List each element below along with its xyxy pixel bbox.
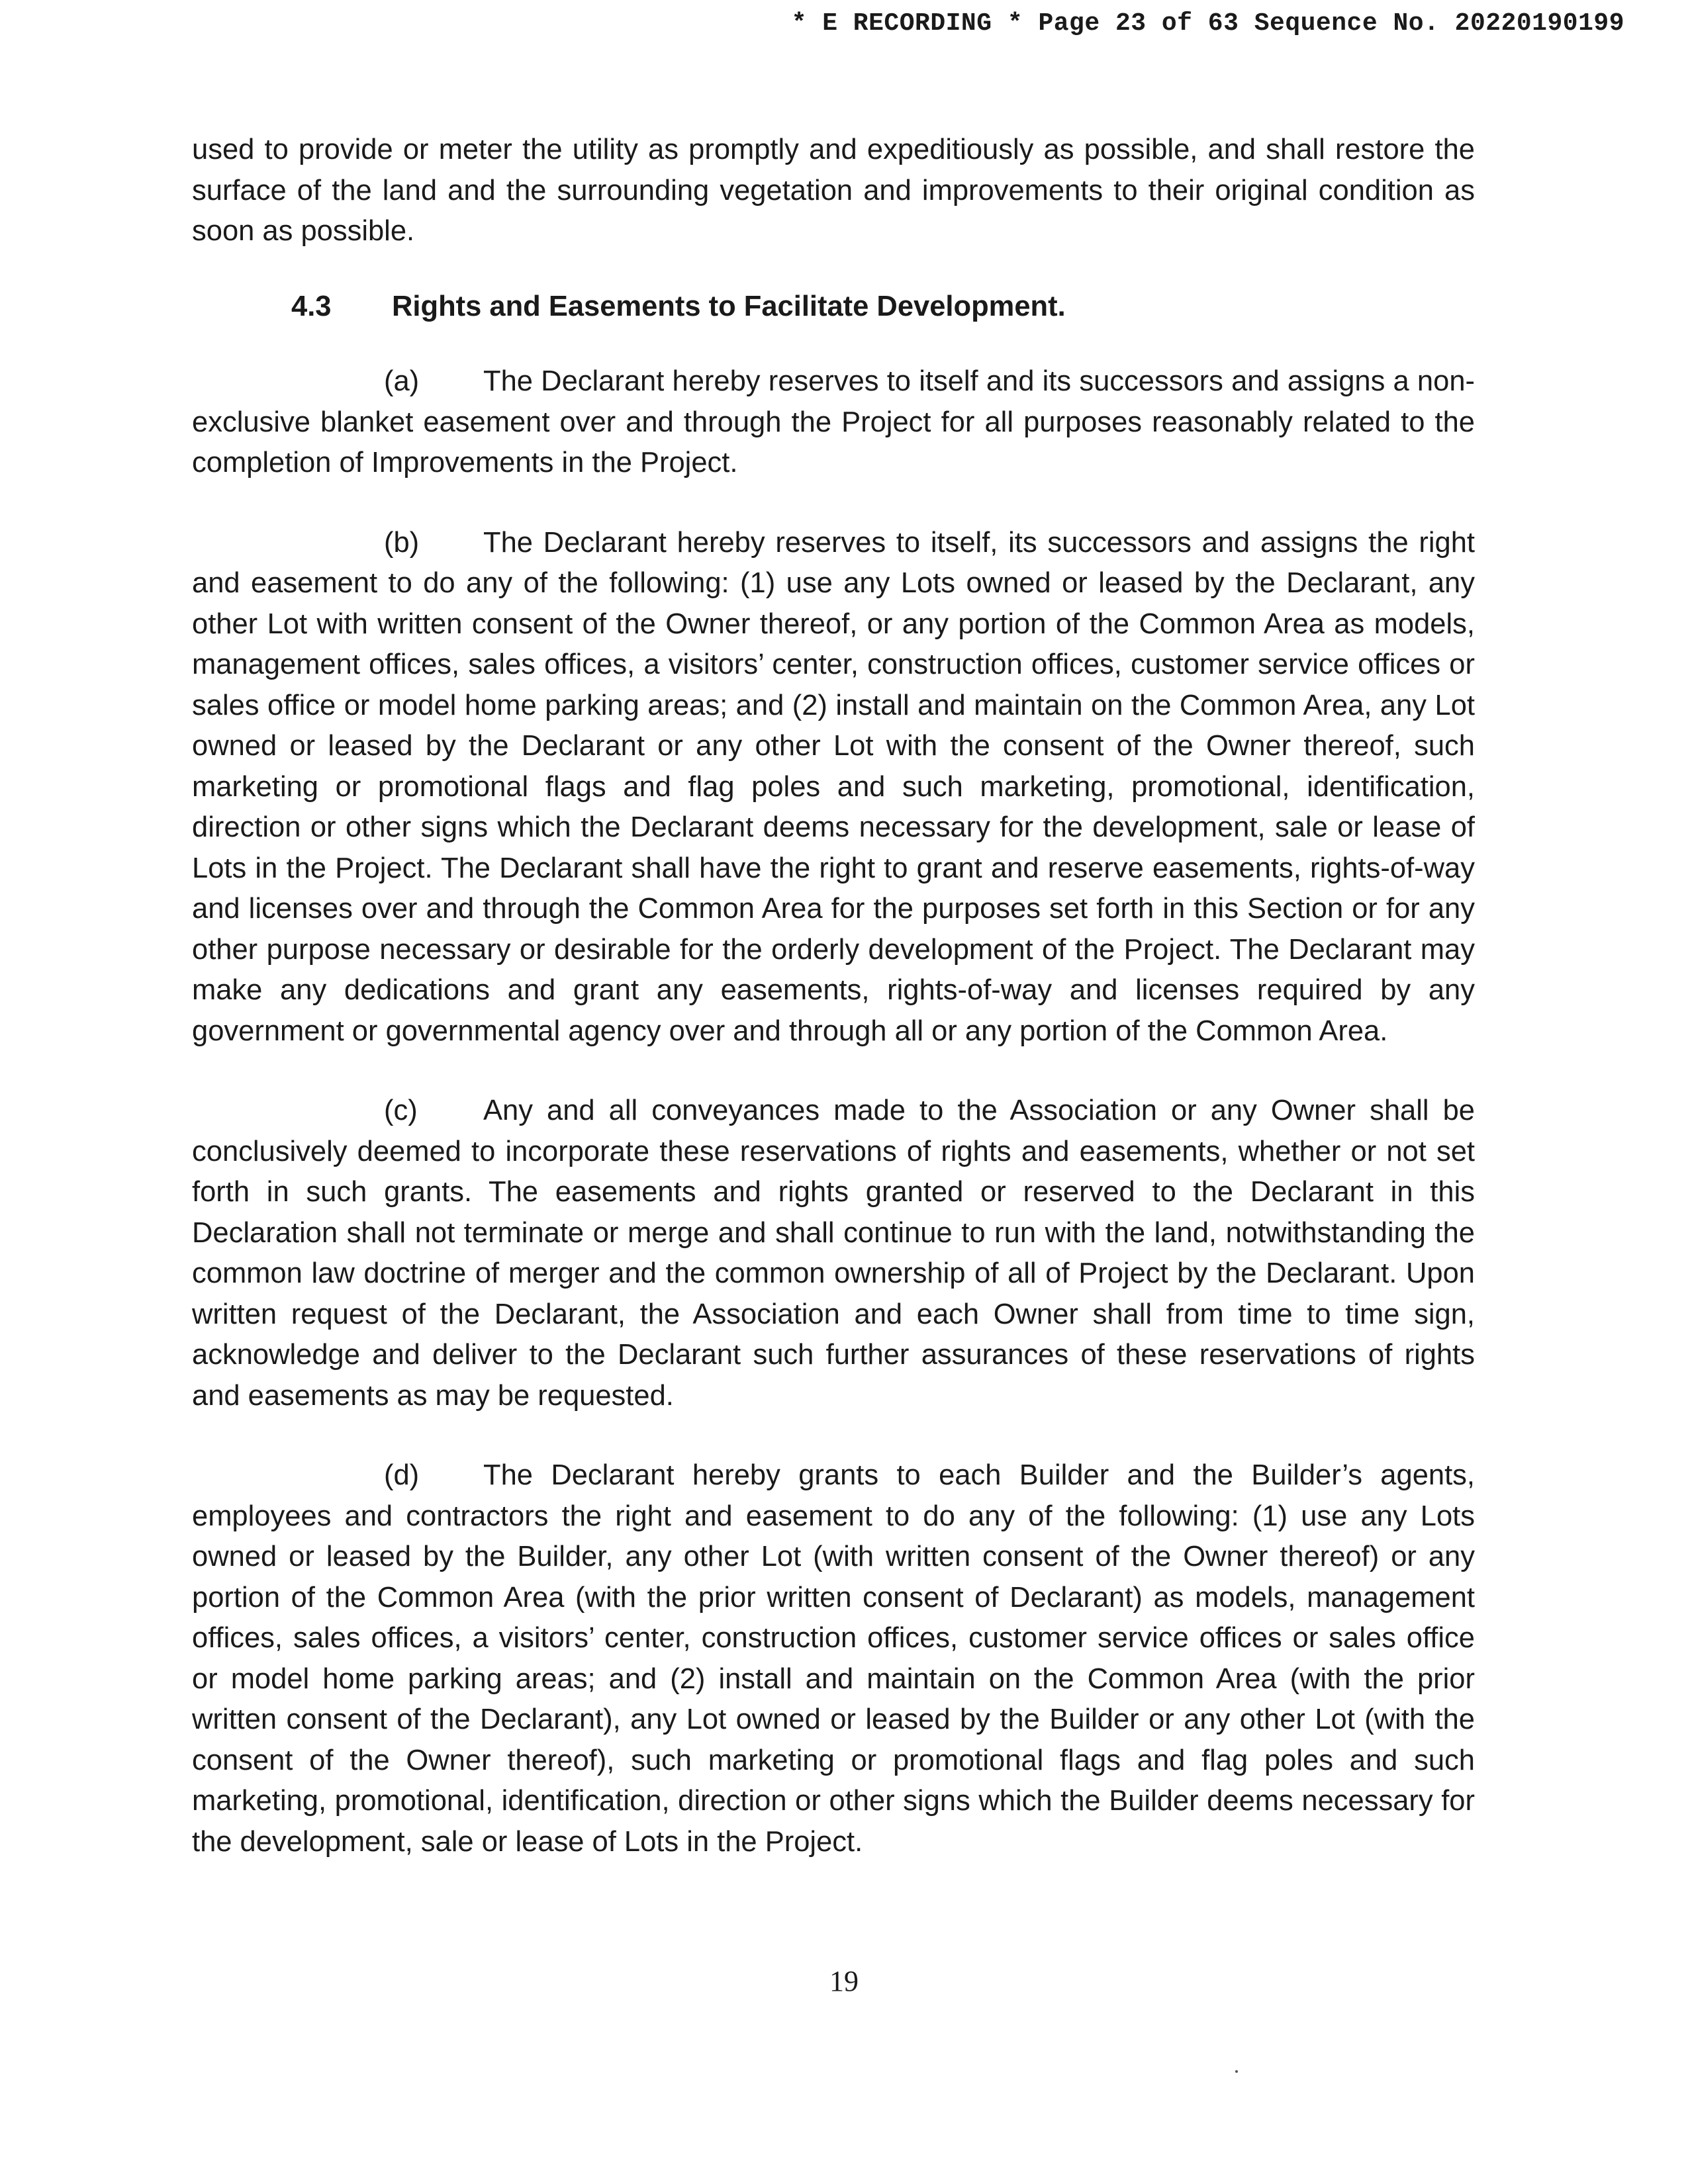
subsection-label: (a) (384, 365, 420, 397)
scan-speck (1235, 2070, 1238, 2073)
subsection-label: (d) (384, 1459, 420, 1491)
subsection-label: (b) (384, 526, 420, 559)
section-heading (192, 287, 1475, 328)
subsection-text: The Declarant hereby reserves to itself and its successors and assigns a non-exclusive blanket easement over and through the Project for all purposes reasonably related to the completion of Improvements in the Project. (192, 365, 1475, 478)
document-body (192, 130, 1475, 1901)
subsection-a (192, 361, 1475, 484)
page-number: 19 (829, 1965, 859, 1997)
subsection-text: Any and all conveyances made to the Association or any Owner shall be conclusively deemed to incorporate these reservations of rights and easements, whether or not set forth in such grants. The easements and rights granted or reserved to the Declarant in this Declaration shall not terminate or merge and shall continue to run with the land, notwithstanding the common law doctrine of merger and the common ownership of all of Project by the Declarant. Upon written request of the Declarant, the Association and each Owner shall from time to time sign, acknowledge and deliver to the Declarant such further assurances of these reservations of rights and easements as may be requested. (192, 1095, 1475, 1412)
section-number: 4.3 (291, 290, 332, 322)
subsection-d (192, 1455, 1475, 1862)
continuation-paragraph: used to provide or meter the utility as promptly and expeditiously as possible, and shall restore the surface of the land and the surrounding vegetation and improvements to their original condition as soon as possible. (192, 134, 1475, 247)
subsection-b (192, 523, 1475, 1052)
section-title: Rights and Easements to Facilitate Development. (392, 290, 1066, 322)
subsection-label: (c) (384, 1095, 418, 1126)
recording-stamp: * E RECORDING * Page 23 of 63 Sequence No. 20220190199 (791, 9, 1624, 38)
subsection-c (192, 1091, 1475, 1416)
subsection-text: The Declarant hereby reserves to itself, its successors and assigns the right and easement to do any of the following: (1) use any Lots owned or leased by the Declarant, any other Lot with written consent of the Owner thereof, or any portion of the Common Area as models, management offices, sales offices, a visitors’ center, construction offices, customer service offices or sales office or model home parking areas; and (2) install and maintain on the Common Area, any Lot owned or leased by the Declarant or any other Lot with the consent of the Owner thereof, such marketing or promotional flags and flag poles and such marketing, promotional, identification, direction or other signs which the Declarant deems necessary for the development, sale or lease of Lots in the Project. The Declarant shall have the right to grant and reserve easements, rights-of-way and licenses over and through the Common Area for the purposes set forth in this Section or for any other purpose necessary or desirable for the orderly development of the Project. The Declarant may make any dedications and grant any easements, rights-of-way and licenses required by any government or governmental agency over and through all or any portion of the Common Area. (192, 526, 1475, 1047)
subsection-text: The Declarant hereby grants to each Builder and the Builder’s agents, employees and contractors the right and easement to do any of the following: (1) use any Lots owned or leased by the Builder, any other Lot (with written consent of the Owner thereof) or any portion of the Common Area (with the prior written consent of Declarant) as models, management offices, sales offices, a visitors’ center, construction offices, customer service offices or sales office or model home parking areas; and (2) install and maintain on the Common Area (with the prior written consent of the Declarant), any Lot owned or leased by the Builder or any other Lot (with the consent of the Owner thereof), such marketing or promotional flags and flag poles and such marketing, promotional, identification, direction or other signs which the Builder deems necessary for the development, sale or lease of Lots in the Project. (192, 1459, 1475, 1858)
